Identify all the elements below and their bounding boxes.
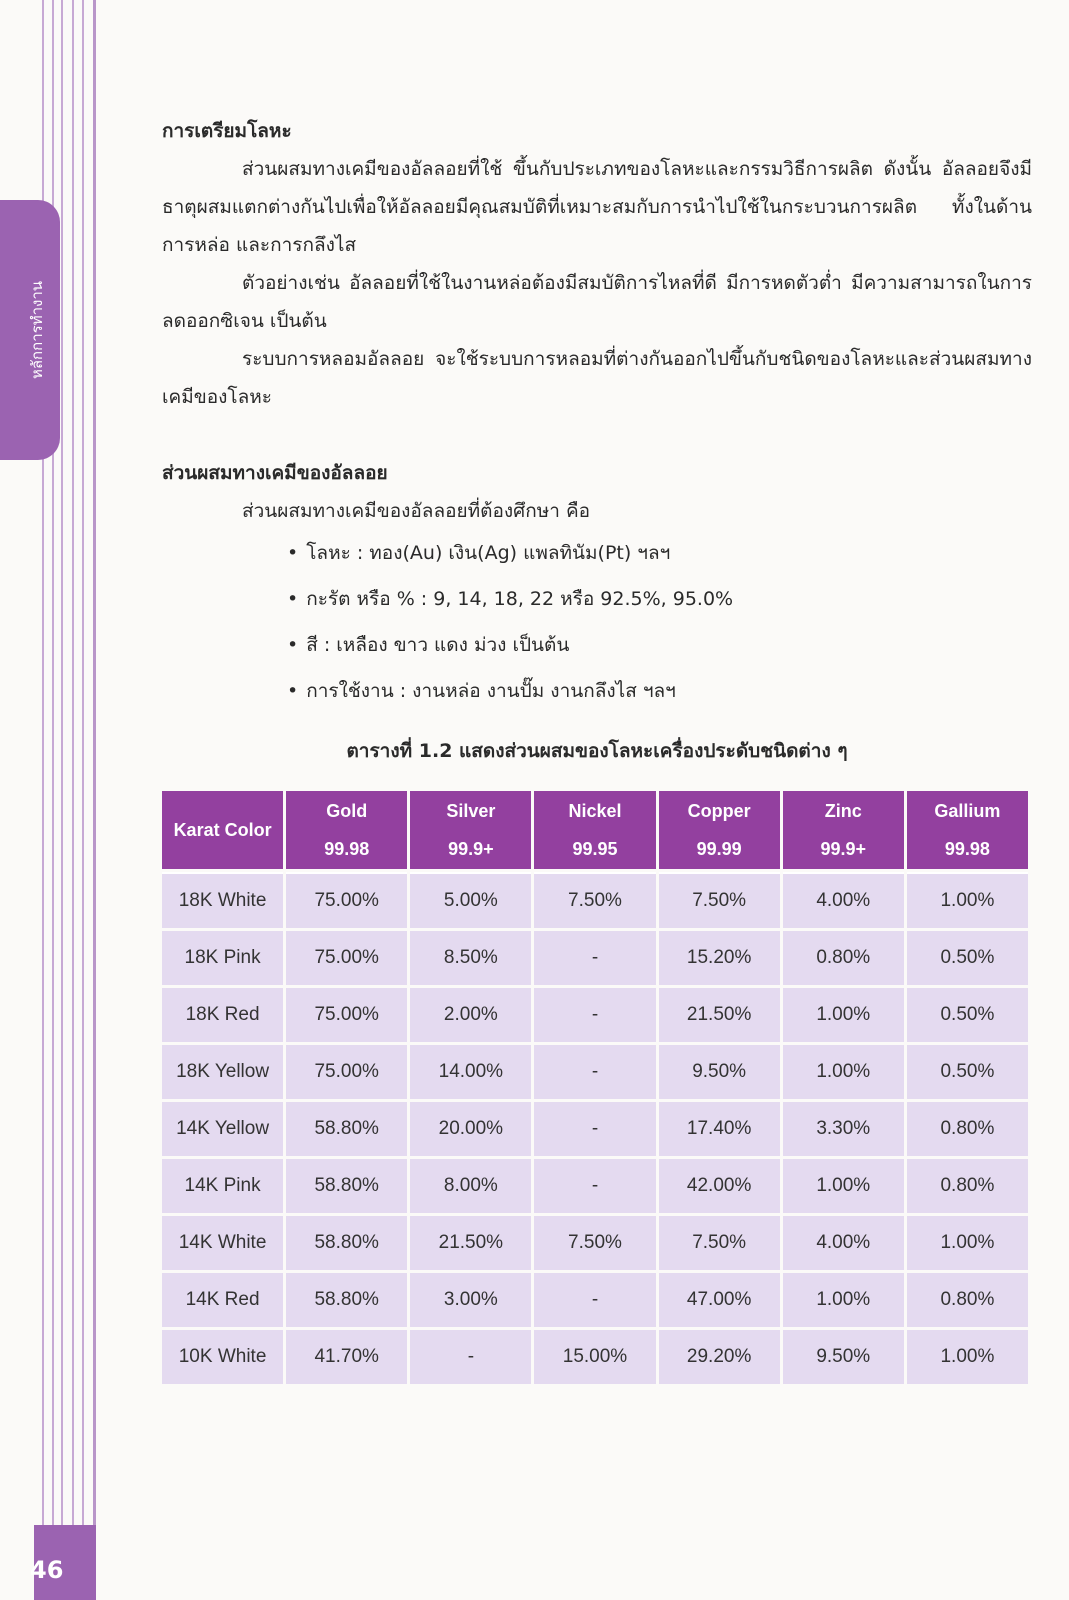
table-row — [162, 931, 1028, 985]
composition-cell: 7.50% — [534, 1216, 655, 1270]
composition-cell: 15.20% — [659, 931, 780, 985]
composition-cell: 1.00% — [783, 1273, 904, 1327]
composition-cell: 4.00% — [783, 872, 904, 928]
composition-cell: 20.00% — [410, 1102, 531, 1156]
chapter-side-tab-label: หลักการทำงาน — [28, 280, 46, 380]
table-row — [162, 1159, 1028, 1213]
section-intro: ส่วนผสมทางเคมีของอัลลอยที่ต้องศึกษา คือ — [242, 500, 591, 522]
composition-cell: - — [534, 931, 655, 985]
composition-cell: 0.80% — [907, 1273, 1028, 1327]
composition-cell: 1.00% — [783, 1045, 904, 1099]
composition-cell: 58.80% — [286, 1273, 407, 1327]
composition-cell: 3.00% — [410, 1273, 531, 1327]
composition-cell: 17.40% — [659, 1102, 780, 1156]
list-item: • กะรัต หรือ % : 9, 14, 18, 22 หรือ 92.5%, 95.0% — [287, 588, 734, 610]
composition-cell: 8.50% — [410, 931, 531, 985]
composition-cell: 8.00% — [410, 1159, 531, 1213]
karat-color-cell: 18K Yellow — [162, 1045, 283, 1099]
composition-cell: - — [534, 1045, 655, 1099]
list-item: • โลหะ : ทอง(Au) เงิน(Ag) แพลทินัม(Pt) ฯลฯ — [287, 542, 671, 564]
composition-cell: 1.00% — [907, 1216, 1028, 1270]
karat-color-cell: 14K Pink — [162, 1159, 283, 1213]
table-row — [162, 1330, 1028, 1384]
bullet-icon: • — [287, 542, 299, 564]
karat-color-cell: 14K Yellow — [162, 1102, 283, 1156]
composition-cell: 75.00% — [286, 931, 407, 985]
column-header-karat-color: Karat Color — [162, 791, 283, 869]
composition-cell: - — [534, 1159, 655, 1213]
composition-cell: 0.50% — [907, 931, 1028, 985]
page-content — [162, 112, 1032, 1387]
table-row — [162, 872, 1028, 928]
composition-cell: 58.80% — [286, 1159, 407, 1213]
alloy-composition-table — [159, 788, 1031, 1387]
composition-cell: 1.00% — [783, 988, 904, 1042]
composition-cell: 0.50% — [907, 1045, 1028, 1099]
bullet-icon: • — [287, 634, 299, 656]
composition-cell: 0.80% — [783, 931, 904, 985]
composition-cell: 7.50% — [659, 1216, 780, 1270]
paragraph: ตัวอย่างเช่น อัลลอยที่ใช้ในงานหล่อต้องมีสมบัติการไหลที่ดี มีการหดตัวต่ำ มีความสามารถในการลดออกซิเจน เป็นต้น — [162, 272, 1032, 332]
paragraph: ระบบการหลอมอัลลอย จะใช้ระบบการหลอมที่ต่างกันออกไปขึ้นกับชนิดของโลหะและส่วนผสมทางเคมีของโลหะ — [162, 348, 1032, 408]
karat-color-cell: 18K Pink — [162, 931, 283, 985]
composition-cell: 5.00% — [410, 872, 531, 928]
composition-cell: 75.00% — [286, 988, 407, 1042]
composition-cell: 3.30% — [783, 1102, 904, 1156]
column-header: Copper 99.99 — [659, 791, 780, 869]
table-header-row — [162, 791, 1028, 869]
column-header: Zinc 99.9+ — [783, 791, 904, 869]
section-heading-metal-prep: การเตรียมโลหะ — [162, 120, 292, 142]
bullet-icon: • — [287, 680, 299, 702]
table-row — [162, 1045, 1028, 1099]
composition-cell: 58.80% — [286, 1102, 407, 1156]
composition-cell: 1.00% — [907, 1330, 1028, 1384]
composition-cell: 41.70% — [286, 1330, 407, 1384]
section-heading-alloy-composition: ส่วนผสมทางเคมีของอัลลอย — [162, 462, 388, 484]
column-header: Gold 99.98 — [286, 791, 407, 869]
bullet-icon: • — [287, 588, 299, 610]
karat-color-cell: 18K White — [162, 872, 283, 928]
composition-cell: 2.00% — [410, 988, 531, 1042]
composition-cell: - — [534, 988, 655, 1042]
composition-cell: 4.00% — [783, 1216, 904, 1270]
paragraph: ส่วนผสมทางเคมีของอัลลอยที่ใช้ ขึ้นกับประเภทของโลหะและกรรมวิธีการผลิต ดังนั้น อัลลอยจึงมีธาตุผสมแตกต่างกันไปเพื่อให้อัลลอยมีคุณสมบัติที่เหมาะสมกับการนำไปใช้ในกระบวนการผลิต ทั้งในด้านการหล่อ และการกลึงไส — [162, 158, 1032, 256]
karat-color-cell: 18K Red — [162, 988, 283, 1042]
composition-cell: 9.50% — [783, 1330, 904, 1384]
table-row — [162, 1273, 1028, 1327]
margin-stripe — [93, 0, 96, 1600]
composition-cell: 58.80% — [286, 1216, 407, 1270]
composition-cell: 1.00% — [907, 872, 1028, 928]
composition-cell: 0.80% — [907, 1159, 1028, 1213]
table-row — [162, 1102, 1028, 1156]
column-header: Gallium 99.98 — [907, 791, 1028, 869]
list-item: • สี : เหลือง ขาว แดง ม่วง เป็นต้น — [287, 634, 570, 656]
column-header: Silver 99.9+ — [410, 791, 531, 869]
composition-cell: 47.00% — [659, 1273, 780, 1327]
composition-cell: 21.50% — [659, 988, 780, 1042]
column-header: Nickel 99.95 — [534, 791, 655, 869]
composition-cell: 15.00% — [534, 1330, 655, 1384]
composition-cell: 14.00% — [410, 1045, 531, 1099]
composition-cell: 21.50% — [410, 1216, 531, 1270]
composition-cell: 7.50% — [659, 872, 780, 928]
karat-color-cell: 10K White — [162, 1330, 283, 1384]
margin-stripe — [61, 0, 63, 1600]
table-caption: ตารางที่ 1.2 แสดงส่วนผสมของโลหะเครื่องประดับชนิดต่าง ๆ — [346, 740, 848, 762]
karat-color-cell: 14K Red — [162, 1273, 283, 1327]
composition-cell: 1.00% — [783, 1159, 904, 1213]
table-row — [162, 988, 1028, 1042]
margin-stripe — [82, 0, 84, 1600]
composition-cell: 0.80% — [907, 1102, 1028, 1156]
composition-cell: 29.20% — [659, 1330, 780, 1384]
bullet-list — [162, 530, 1032, 714]
table-body — [162, 872, 1028, 1384]
table-row — [162, 1216, 1028, 1270]
composition-cell: 75.00% — [286, 1045, 407, 1099]
composition-cell: 0.50% — [907, 988, 1028, 1042]
composition-cell: 75.00% — [286, 872, 407, 928]
composition-cell: 7.50% — [534, 872, 655, 928]
composition-cell: 42.00% — [659, 1159, 780, 1213]
composition-cell: 9.50% — [659, 1045, 780, 1099]
composition-cell: - — [534, 1102, 655, 1156]
list-item: • การใช้งาน : งานหล่อ งานปั๊ม งานกลึงไส ฯลฯ — [287, 680, 676, 702]
margin-stripe — [72, 0, 74, 1600]
karat-color-cell: 14K White — [162, 1216, 283, 1270]
page-number: 46 — [30, 1556, 64, 1584]
composition-cell: - — [534, 1273, 655, 1327]
composition-cell: - — [410, 1330, 531, 1384]
